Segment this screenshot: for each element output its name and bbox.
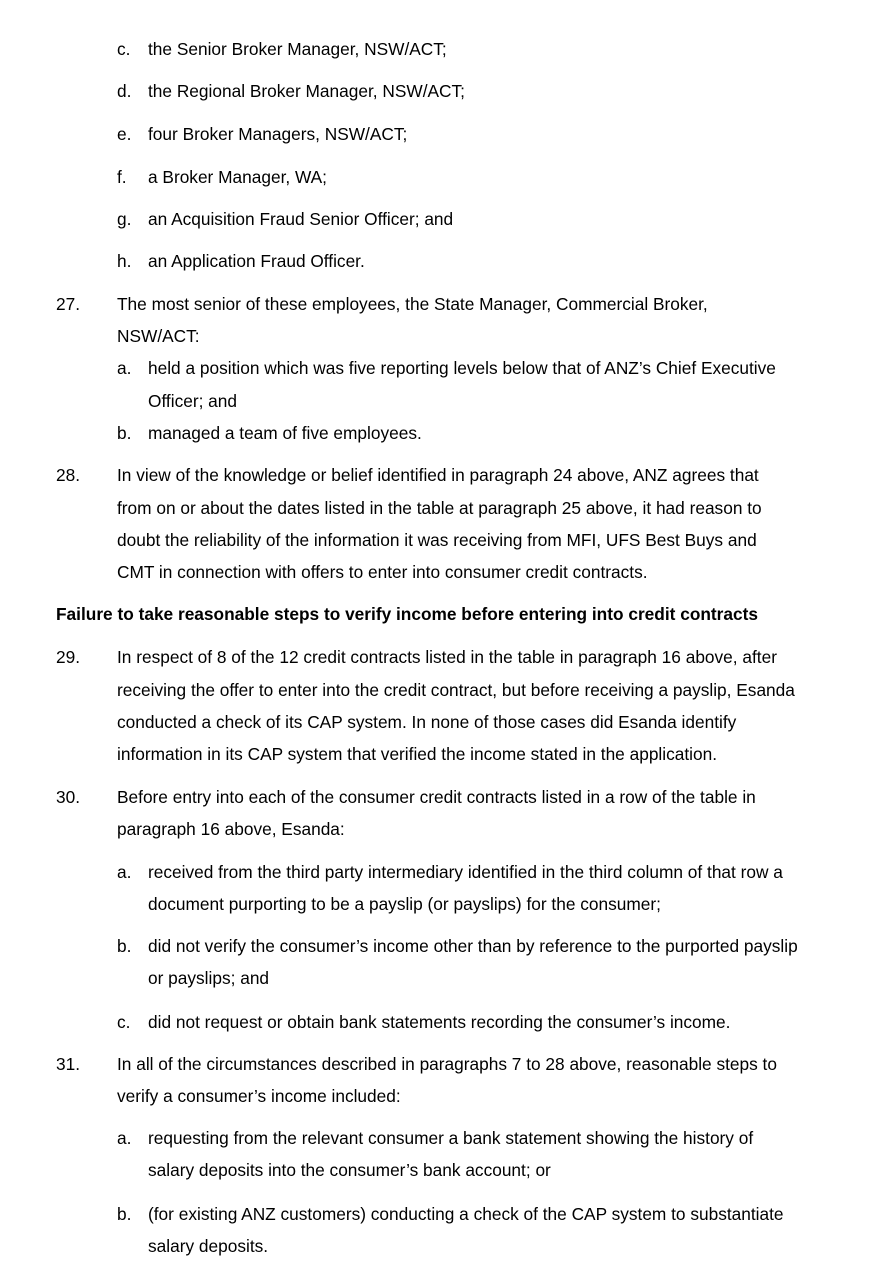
list-letter: b. [117,423,132,443]
list-letter: a. [117,862,132,882]
paragraph-number: 28. [56,465,81,485]
list-item-text: or payslips; and [148,968,270,988]
list-item-text: held a position which was five reporting levels below that of ANZ’s Chief Executive [148,358,776,378]
paragraph-number: 27. [56,294,81,314]
list-item-text: salary deposits. [148,1236,269,1256]
list-letter: a. [117,1128,132,1148]
paragraph-line: Before entry into each of the consumer credit contracts listed in a row of the table in [117,787,756,807]
list-letter: f. [117,167,127,187]
list-letter: a. [117,358,132,378]
list-item-text: an Acquisition Fraud Senior Officer; and [148,209,454,229]
list-letter: c. [117,39,131,59]
paragraph-line: CMT in connection with offers to enter into consumer credit contracts. [117,562,648,582]
paragraph-line: information in its CAP system that verified the income stated in the application. [117,744,718,764]
list-item-text: four Broker Managers, NSW/ACT; [148,124,408,144]
paragraph-line: NSW/ACT: [117,326,200,346]
list-item-text: did not request or obtain bank statements recording the consumer’s income. [148,1012,731,1032]
list-letter: b. [117,1204,132,1224]
list-item-text: the Regional Broker Manager, NSW/ACT; [148,81,465,101]
list-item-text: (for existing ANZ customers) conducting a check of the CAP system to substantiate [148,1204,784,1224]
list-letter: g. [117,209,132,229]
list-item-text: the Senior Broker Manager, NSW/ACT; [148,39,447,59]
list-letter: h. [117,251,132,271]
paragraph-number: 29. [56,647,81,667]
list-letter: c. [117,1012,131,1032]
paragraph-line: receiving the offer to enter into the credit contract, but before receiving a payslip, Esanda [117,680,795,700]
list-item-text: received from the third party intermediary identified in the third column of that row a [148,862,783,882]
paragraph-line: paragraph 16 above, Esanda: [117,819,345,839]
list-item-text: a Broker Manager, WA; [148,167,327,187]
list-item-text: document purporting to be a payslip (or payslips) for the consumer; [148,894,661,914]
list-item-text: managed a team of five employees. [148,423,422,443]
list-letter: e. [117,124,132,144]
paragraph-number: 30. [56,787,81,807]
paragraph-line: doubt the reliability of the information it was receiving from MFI, UFS Best Buys and [117,530,757,550]
list-item-text: an Application Fraud Officer. [148,251,365,271]
list-item-text: salary deposits into the consumer’s bank account; or [148,1160,551,1180]
section-heading: Failure to take reasonable steps to verify income before entering into credit contracts [56,604,759,624]
paragraph-line: In respect of 8 of the 12 credit contracts listed in the table in paragraph 16 above, after [117,647,777,667]
paragraph-line: In view of the knowledge or belief identified in paragraph 24 above, ANZ agrees that [117,465,759,485]
paragraph-line: from on or about the dates listed in the table at paragraph 25 above, it had reason to [117,498,762,518]
list-letter: d. [117,81,132,101]
paragraph-number: 31. [56,1054,81,1074]
list-item-text: Officer; and [148,391,238,411]
paragraph-line: verify a consumer’s income included: [117,1086,401,1106]
paragraph-line: The most senior of these employees, the State Manager, Commercial Broker, [117,294,708,314]
list-item-text: did not verify the consumer’s income other than by reference to the purported payslip [148,936,798,956]
paragraph-line: conducted a check of its CAP system. In none of those cases did Esanda identify [117,712,737,732]
list-item-text: requesting from the relevant consumer a bank statement showing the history of [148,1128,754,1148]
list-letter: b. [117,936,132,956]
paragraph-line: In all of the circumstances described in paragraphs 7 to 28 above, reasonable steps to [117,1054,777,1074]
